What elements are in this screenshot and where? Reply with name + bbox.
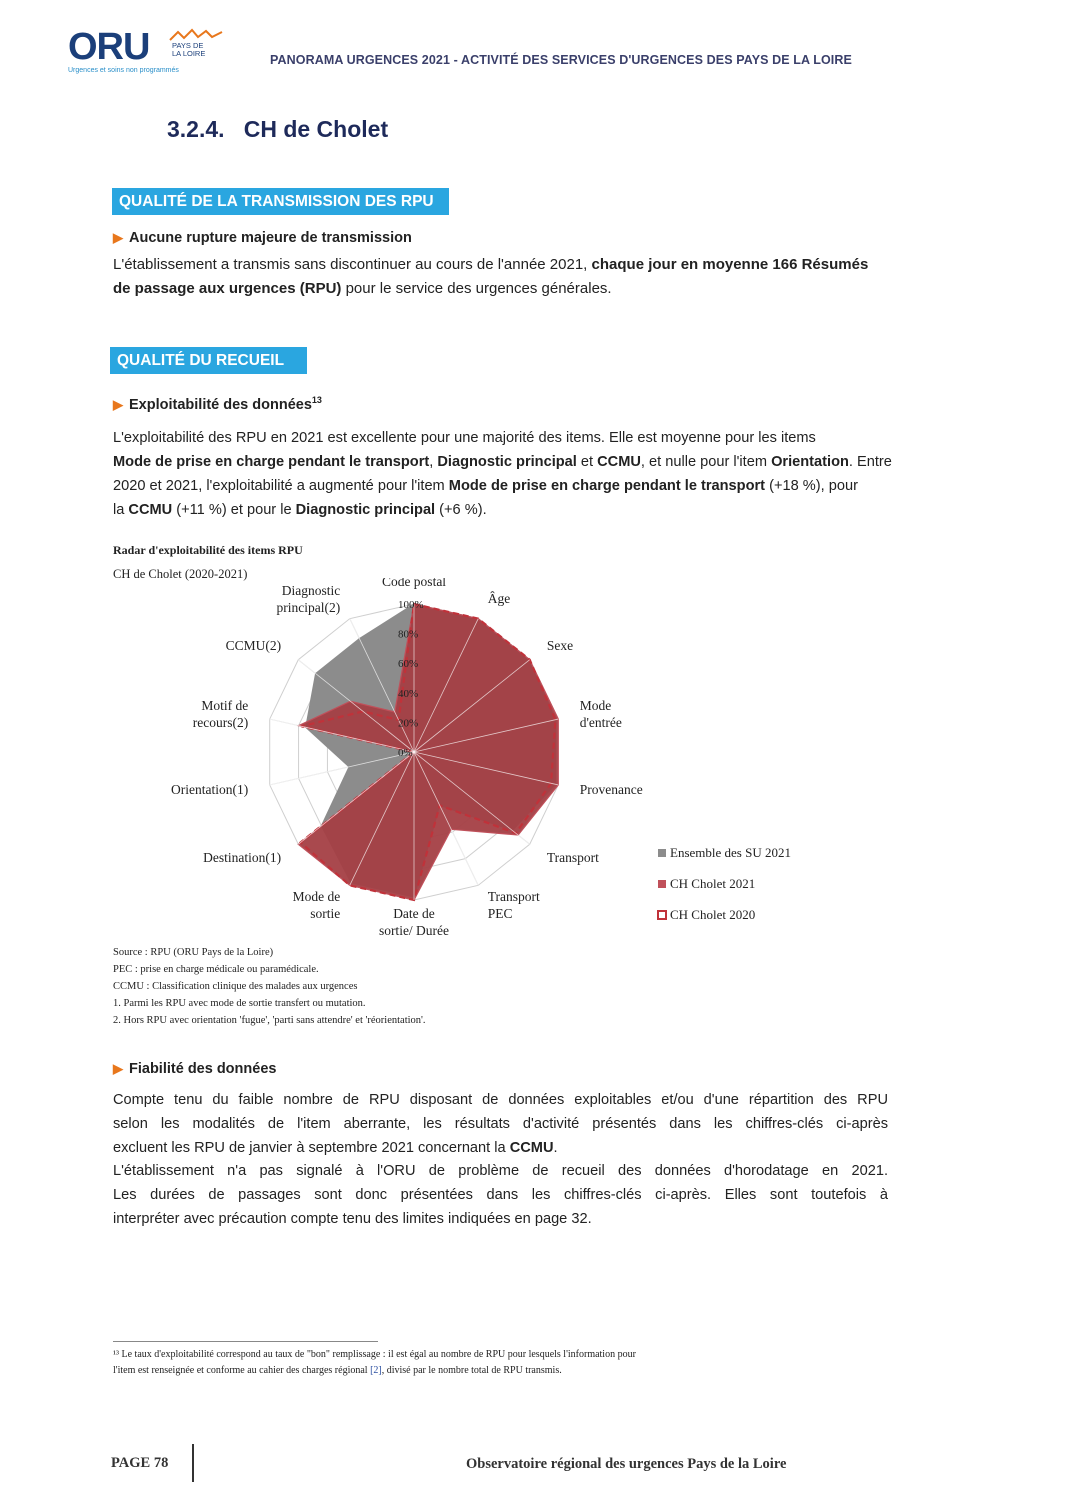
radar-axis-label-line: Code postal bbox=[381, 578, 447, 589]
text: selon les modalités de l'item aberrante, les résultats d'activité présentés dans les chiffres-clés ci-après bbox=[113, 1115, 888, 1132]
radar-axis-label bbox=[488, 591, 511, 606]
radar-axis-label-line: Provenance bbox=[579, 781, 643, 797]
radar-chart bbox=[150, 578, 870, 948]
footnote-ref: 13 bbox=[311, 395, 322, 405]
radar-axis-label-line: d'entrée bbox=[579, 715, 622, 731]
radar-axis-label bbox=[193, 698, 248, 730]
text: , et nulle pour l'item bbox=[640, 454, 772, 470]
radar-axis-label-line: Âge bbox=[487, 590, 511, 606]
radar-axis-label bbox=[488, 889, 540, 921]
footnote bbox=[113, 1347, 888, 1379]
triangle-icon: ▶ bbox=[113, 396, 123, 412]
radar-axis-label bbox=[203, 850, 281, 865]
text-bold: CCMU bbox=[509, 1139, 554, 1156]
radar-axis-label bbox=[580, 782, 643, 797]
banner-recueil: QUALITÉ DU RECUEIL bbox=[110, 347, 307, 374]
page-number: PAGE 78 bbox=[111, 1455, 169, 1471]
radar-tick-label: 20% bbox=[398, 717, 419, 730]
oru-logo bbox=[68, 26, 228, 78]
text: 2020 et 2021, l'exploitabilité a augmenté pour l'item bbox=[113, 478, 449, 494]
radar-axis-label bbox=[580, 698, 622, 730]
radar-tick-label: 100% bbox=[398, 599, 424, 611]
triangle-icon: ▶ bbox=[113, 230, 123, 245]
text: . bbox=[553, 1139, 558, 1156]
text: L'établissement n'a pas signalé à l'ORU de problème de recueil des données d'horodatage en 2021. bbox=[113, 1163, 888, 1180]
radar-axis-label bbox=[171, 782, 248, 797]
legend-swatch bbox=[658, 880, 666, 888]
footnote-line: l'item est renseignée et conforme au cahier des charges régional bbox=[113, 1365, 371, 1376]
radar-axis-label-line: sortie/ Durée bbox=[378, 923, 450, 938]
footnote-line: ¹³ Le taux d'exploitabilité correspond au taux de "bon" remplissage : il est égal au nombre de RPU pour lesquels l'information pour bbox=[113, 1349, 636, 1360]
radar-axis-label-line: Transport bbox=[487, 889, 540, 905]
radar-axis-label-line: Date de bbox=[393, 906, 435, 921]
radar-tick-label: 60% bbox=[398, 658, 419, 671]
chart-notes bbox=[113, 944, 426, 1029]
radar-axis-label bbox=[379, 906, 449, 938]
radar-axis-label-line: Mode bbox=[579, 698, 612, 714]
paragraph-fiabilite bbox=[113, 1089, 888, 1232]
radar-axis-label bbox=[226, 638, 282, 653]
radar-axis-label-line: Sexe bbox=[546, 638, 574, 654]
text-bold: Diagnostic principal bbox=[295, 502, 436, 518]
legend-label: CH Cholet 2020 bbox=[670, 907, 756, 922]
text-bold: Mode de prise en charge pendant le transport bbox=[448, 478, 766, 494]
radar-tick-label: 40% bbox=[398, 687, 419, 700]
text-bold: Mode de prise en charge pendant le transport bbox=[113, 454, 430, 470]
text: (+18 %), pour bbox=[765, 478, 858, 494]
subtitle-exploitabilite bbox=[113, 395, 322, 413]
subtitle-transmission bbox=[113, 230, 412, 246]
text: et bbox=[576, 454, 598, 470]
radar-tick-label: 0% bbox=[398, 747, 413, 759]
radar-axis-label-line: Transport bbox=[546, 849, 599, 865]
text: , bbox=[429, 454, 438, 470]
logo-text: ORU bbox=[68, 26, 150, 68]
text-bold: chaque jour en moyenne 166 Résumés bbox=[591, 256, 869, 273]
text: pour le service des urgences générales. bbox=[341, 280, 612, 297]
text-bold: CCMU bbox=[597, 454, 641, 470]
paragraph-transmission bbox=[113, 253, 868, 301]
text: L'établissement a transmis sans discontinuer au cours de l'année 2021, bbox=[113, 256, 592, 273]
paragraph-exploitabilite bbox=[113, 426, 892, 522]
triangle-icon: ▶ bbox=[113, 1061, 123, 1076]
text: excluent les RPU de janvier à septembre 2021 concernant la bbox=[113, 1139, 510, 1156]
legend-swatch bbox=[658, 849, 666, 857]
legend-swatch bbox=[658, 911, 666, 919]
note-1: 1. Parmi les RPU avec mode de sortie transfert ou mutation. bbox=[113, 998, 366, 1009]
header-title: PANORAMA URGENCES 2021 - ACTIVITÉ DES SERVICES D'URGENCES DES PAYS DE LA LOIRE bbox=[270, 53, 852, 67]
text: Compte tenu du faible nombre de RPU disposant de données exploitables et/ou d'une répartition des RPU bbox=[113, 1092, 888, 1108]
text: la bbox=[113, 502, 129, 518]
text-bold: Diagnostic principal bbox=[437, 454, 577, 470]
text: Les durées de passages sont donc présentées dans les chiffres-clés ci-après. Elles sont toutefois à bbox=[113, 1187, 888, 1204]
radar-axis-label bbox=[547, 850, 599, 865]
radar-tick-label: 80% bbox=[398, 628, 419, 641]
radar-axis-label-line: PEC bbox=[487, 906, 513, 922]
radar-axis-label-line: principal(2) bbox=[276, 599, 341, 615]
subtitle-text: Exploitabilité des données bbox=[129, 396, 312, 413]
subtitle-fiabilite bbox=[113, 1061, 276, 1077]
text: interpréter avec précaution compte tenu des limites indiquées en page 32. bbox=[113, 1210, 592, 1227]
radar-axis-label-line: recours(2) bbox=[192, 715, 249, 731]
footer-text: Observatoire régional des urgences Pays de la Loire bbox=[466, 1456, 787, 1472]
note-pec: PEC : prise en charge médicale ou paramédicale. bbox=[113, 964, 319, 975]
subtitle-text: Aucune rupture majeure de transmission bbox=[129, 230, 412, 246]
section-title: 3.2.4. CH de Cholet bbox=[167, 116, 389, 142]
radar-axis-label-line: sortie bbox=[310, 906, 341, 922]
text: L'exploitabilité des RPU en 2021 est excellente pour une majorité des items. Elle est moyenne pour les items bbox=[113, 430, 816, 446]
subtitle-text: Fiabilité des données bbox=[129, 1061, 277, 1077]
reference-link[interactable]: [2] bbox=[370, 1365, 382, 1376]
logo-wave-icon bbox=[168, 28, 224, 42]
footer-divider bbox=[192, 1444, 194, 1482]
text-bold: CCMU bbox=[128, 502, 173, 518]
text: (+11 %) et pour le bbox=[172, 502, 296, 518]
radar-axis-label-line: Destination(1) bbox=[203, 849, 282, 865]
text: (+6 %). bbox=[435, 502, 487, 518]
radar-axis-label-line: Diagnostic bbox=[281, 582, 341, 598]
legend-label: CH Cholet 2021 bbox=[670, 876, 756, 891]
radar-axis-label-line: CCMU(2) bbox=[225, 638, 282, 654]
note-ccmu: CCMU : Classification clinique des malades aux urgences bbox=[113, 981, 358, 992]
text-bold: de passage aux urgences (RPU) bbox=[113, 280, 342, 297]
note-source: Source : RPU (ORU Pays de la Loire) bbox=[113, 947, 274, 958]
chart-title: Radar d'exploitabilité des items RPU bbox=[113, 543, 303, 557]
footnote-separator bbox=[113, 1341, 378, 1342]
radar-axis-label-line: Orientation(1) bbox=[171, 781, 249, 797]
logo-pays: PAYS DE LA LOIRE bbox=[172, 41, 206, 58]
chart-subtitle: CH de Cholet (2020-2021) bbox=[113, 567, 248, 581]
banner-transmission: QUALITÉ DE LA TRANSMISSION DES RPU bbox=[112, 188, 449, 215]
radar-axis-label-line: Motif de bbox=[201, 698, 249, 714]
legend-label: Ensemble des SU 2021 bbox=[670, 845, 791, 860]
footnote-line: , divisé par le nombre total de RPU transmis. bbox=[381, 1365, 562, 1376]
text: . Entre bbox=[848, 454, 892, 470]
radar-axis-label-line: Mode de bbox=[292, 889, 341, 905]
note-2: 2. Hors RPU avec orientation 'fugue', 'parti sans attendre' et 'réorientation'. bbox=[113, 1015, 426, 1026]
radar-axis-label bbox=[277, 583, 341, 615]
radar-axis-label bbox=[293, 889, 341, 921]
radar-axis-label bbox=[547, 638, 573, 653]
radar-axis-label bbox=[382, 578, 446, 589]
text-bold: Orientation bbox=[771, 454, 849, 470]
logo-tagline: Urgences et soins non programmés bbox=[68, 67, 179, 74]
